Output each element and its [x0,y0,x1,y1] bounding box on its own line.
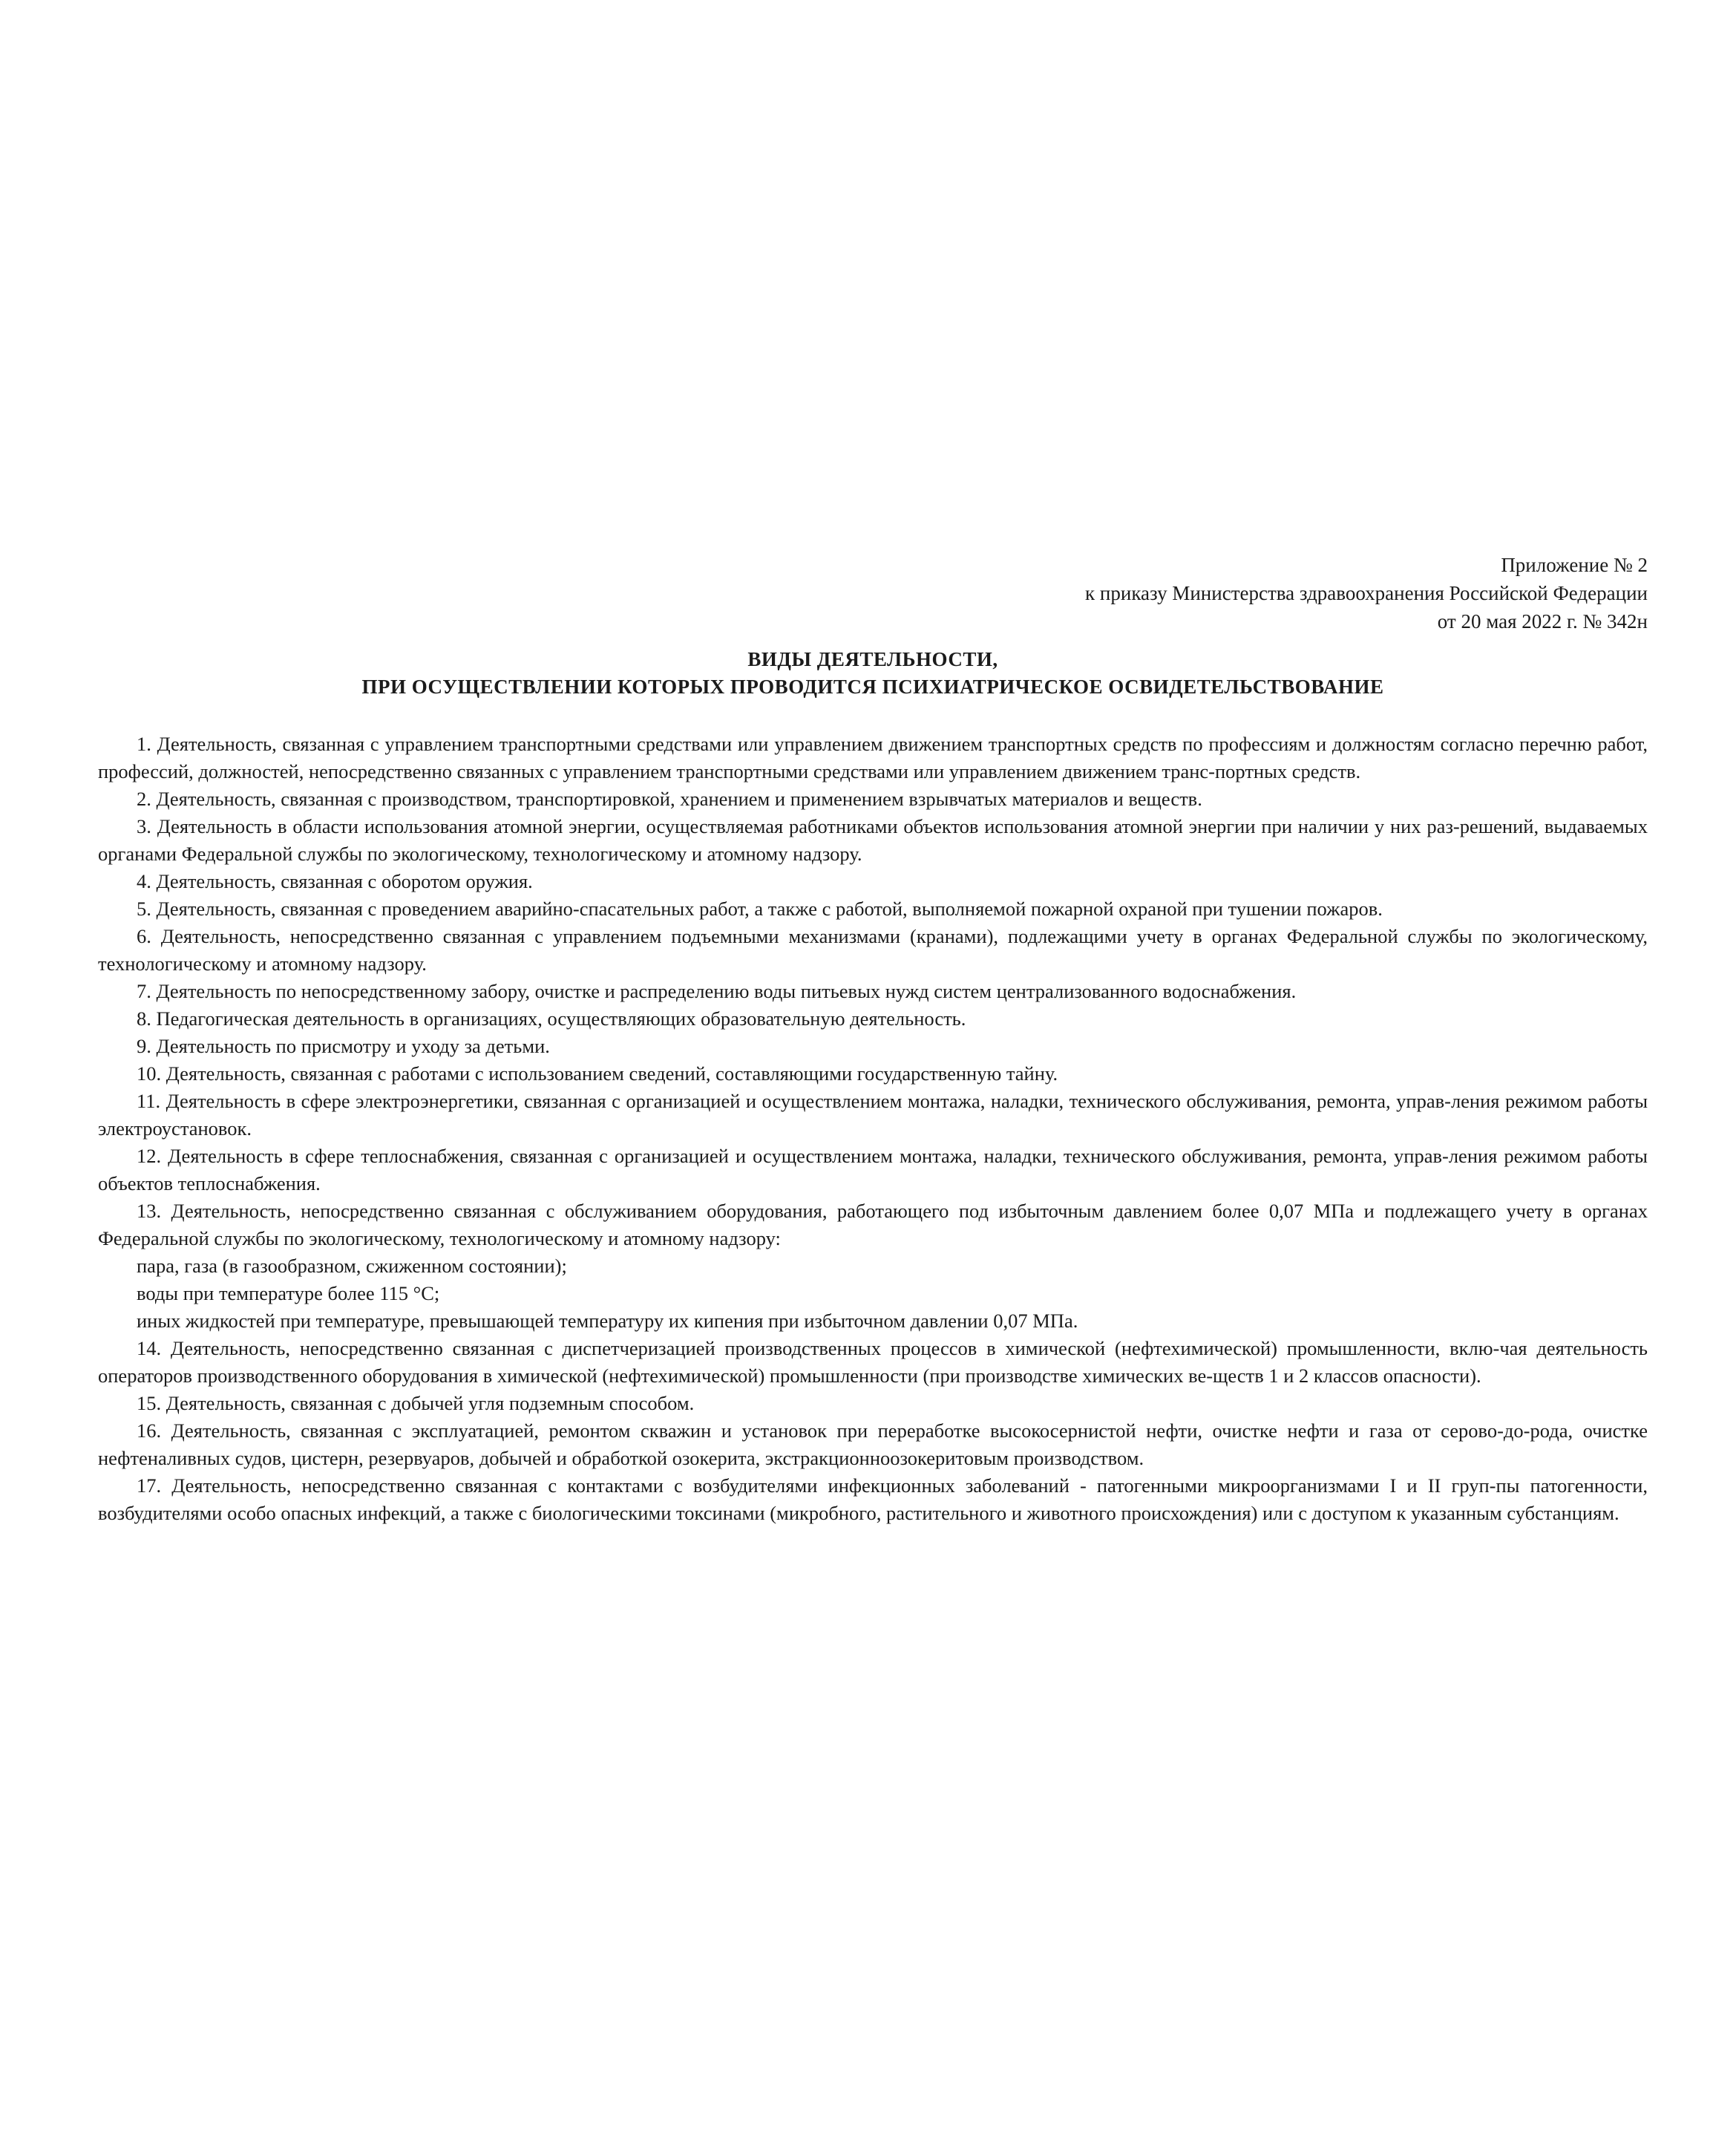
activity-item-13-sub-3: иных жидкостей при температуре, превышающей температуру их кипения при избыточном давлении 0,07 МПа. [137,1310,1078,1332]
activity-list [98,731,1648,1527]
activity-item-14: 14. Деятельность, непосредственно связанная с диспетчеризацией производственных процессов в химической (нефтехимической) промышленности, вклю-чая деятельность операторов производственного оборудования в химической (нефтехимической) промышленности (при производстве химических ве-ществ 1 и 2 классов опасности). [98,1337,1648,1387]
activity-item-13-sub-2: воды при температуре более 115 °С; [137,1282,440,1304]
activity-item-13-sub-1: пара, газа (в газообразном, сжиженном состоянии); [137,1255,567,1277]
document-title [98,646,1648,701]
order-date-number: от 20 мая 2022 г. № 342н [1437,610,1648,633]
activity-item-4: 4. Деятельность, связанная с оборотом оружия. [137,870,533,892]
activity-item-13: 13. Деятельность, непосредственно связанная с обслуживанием оборудования, работающего под избыточным давлением более 0,07 МПа и подлежащего учету в органах Федеральной службы по экологическому, технологическому и атомному надзору: [98,1200,1648,1249]
order-reference: к приказу Министерства здравоохранения Российской Федерации [1085,582,1648,604]
document-title-line-2: ПРИ ОСУЩЕСТВЛЕНИИ КОТОРЫХ ПРОВОДИТСЯ ПСИХИАТРИЧЕСКОЕ ОСВИДЕТЕЛЬСТВОВАНИЕ [361,676,1384,698]
activity-item-7: 7. Деятельность по непосредственному забору, очистке и распределению воды питьевых нужд систем централизованного водоснабжения. [137,980,1297,1002]
activity-item-2: 2. Деятельность, связанная с производством, транспортировкой, хранением и применением взрывчатых материалов и веществ. [137,788,1202,810]
appendix-header [98,551,1648,635]
activity-item-17: 17. Деятельность, непосредственно связанная с контактами с возбудителями инфекционных заболеваний - патогенными микроорганизмами I и II груп-пы патогенности, возбудителями особо опасных инфекций, а также с биологическими токсинами (микробного, растительного и животного происхождения) или с доступом к указанным субстанциям. [98,1474,1648,1524]
activity-item-12: 12. Деятельность в сфере теплоснабжения, связанная с организацией и осуществлением монтажа, наладки, технического обслуживания, ремонта, управ-ления режимом работы объектов теплоснабжения. [98,1145,1648,1194]
activity-item-10: 10. Деятельность, связанная с работами с использованием сведений, составляющими государственную тайну. [137,1062,1058,1085]
activity-item-1: 1. Деятельность, связанная с управлением транспортными средствами или управлением движением транспортных средств по профессиям и должностям согласно перечню работ, профессий, должностей, непосредственно связанных с управлением транспортными средствами или управлением движением транс-портных средств. [98,733,1648,782]
appendix-number: Приложение № 2 [1501,554,1648,576]
document-content [98,551,1648,1527]
document-title-line-1: ВИДЫ ДЕЯТЕЛЬНОСТИ, [747,648,998,670]
activity-item-11: 11. Деятельность в сфере электроэнергетики, связанная с организацией и осуществлением монтажа, наладки, технического обслуживания, ремонта, управ-ления режимом работы электроустановок. [98,1090,1648,1140]
activity-item-3: 3. Деятельность в области использования атомной энергии, осуществляемая работниками объектов использования атомной энергии при наличии у них раз-решений, выдаваемых органами Федеральной службы по экологическому, технологическому и атомному надзору. [98,815,1648,865]
activity-item-8: 8. Педагогическая деятельность в организациях, осуществляющих образовательную деятельность. [137,1007,966,1030]
activity-item-5: 5. Деятельность, связанная с проведением аварийно-спасательных работ, а также с работой, выполняемой пожарной охраной при тушении пожаров. [137,898,1383,920]
activity-item-15: 15. Деятельность, связанная с добычей угля подземным способом. [137,1392,695,1414]
activity-item-9: 9. Деятельность по присмотру и уходу за детьми. [137,1035,550,1057]
activity-item-6: 6. Деятельность, непосредственно связанная с управлением подъемными механизмами (кранами), подлежащими учету в органах Федеральной службы по экологическому, технологическому и атомному надзору. [98,925,1648,975]
activity-item-16: 16. Деятельность, связанная с эксплуатацией, ремонтом скважин и установок при переработке высокосернистой нефти, очистке нефти и газа от серово-до-рода, очистке нефтеналивных судов, цистерн, резервуаров, добычей и обработкой озокерита, экстракционноозокеритовым производством. [98,1419,1648,1469]
